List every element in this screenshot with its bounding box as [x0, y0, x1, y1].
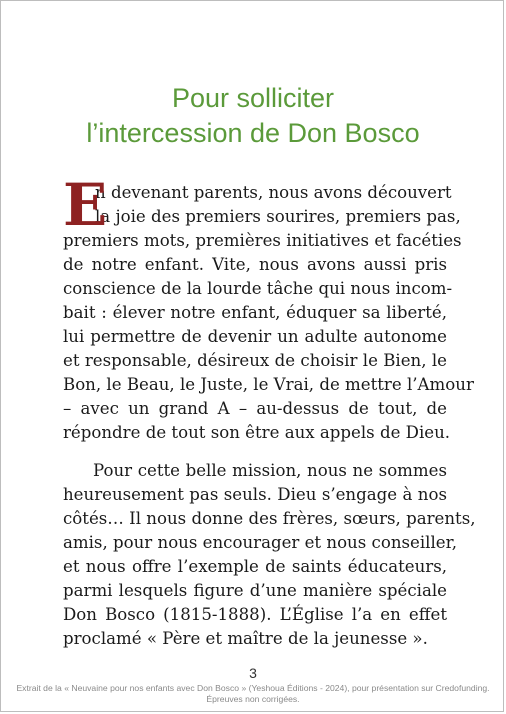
title-line-1: Pour solliciter: [171, 83, 335, 113]
text-line: bait : élever notre enfant, éduquer sa liberté,: [63, 303, 447, 322]
text-line: proclamé « Père et maître de la jeunesse ».: [63, 629, 428, 648]
title-line-2: l’intercession de Don Bosco: [86, 118, 420, 148]
text-line: côtés… Il nous donne des frères, sœurs, parents,: [63, 509, 476, 528]
text-line: parmi lesquels figure d’une manière spéciale: [63, 581, 447, 600]
text-line: Don Bosco (1815-1888). L’Église l’a en effet: [63, 605, 447, 624]
footer-line-2: Épreuves non corrigées.: [206, 694, 300, 704]
text-line: Pour cette belle mission, nous ne sommes: [93, 461, 447, 480]
text-line: amis, pour nous encourager et nous conseiller,: [63, 533, 457, 552]
text-line: et responsable, désireux de choisir le Bien, le: [63, 351, 447, 370]
text-line: de notre enfant. Vite, nous avons aussi pris: [63, 255, 447, 274]
text-line: et nous offre l’exemple de saints éducateurs,: [63, 557, 447, 576]
text-line: premiers mots, premières initiatives et facéties: [63, 231, 462, 250]
text-line: heureusement pas seuls. Dieu s’engage à nos: [63, 485, 447, 504]
drop-cap: E: [63, 171, 108, 239]
text-line: conscience de la lourde tâche qui nous incom-: [63, 279, 453, 298]
text-line: répondre de tout son être aux appels de Dieu.: [63, 423, 451, 442]
text-line: lui permettre de devenir un adulte autonome: [63, 327, 447, 346]
text-line: la joie des premiers sourires, premiers pas,: [95, 207, 461, 226]
paragraph-2: [63, 459, 476, 651]
text-line: – avec un grand A – au-dessus de tout, de: [63, 399, 447, 418]
text-line: n devenant parents, nous avons découvert: [95, 183, 452, 202]
footer-note: [1, 683, 505, 705]
page-number: 3: [249, 665, 257, 681]
text-line: Bon, le Beau, le Juste, le Vrai, de mettre l’Amour: [63, 375, 474, 394]
paragraph-1: [63, 171, 474, 445]
footer-line-1: Extrait de la « Neuvaine pour nos enfants avec Don Bosco » (Yeshoua Éditions - 2024), pour présentation sur Credofunding.: [16, 683, 490, 693]
page-title: [1, 81, 505, 151]
